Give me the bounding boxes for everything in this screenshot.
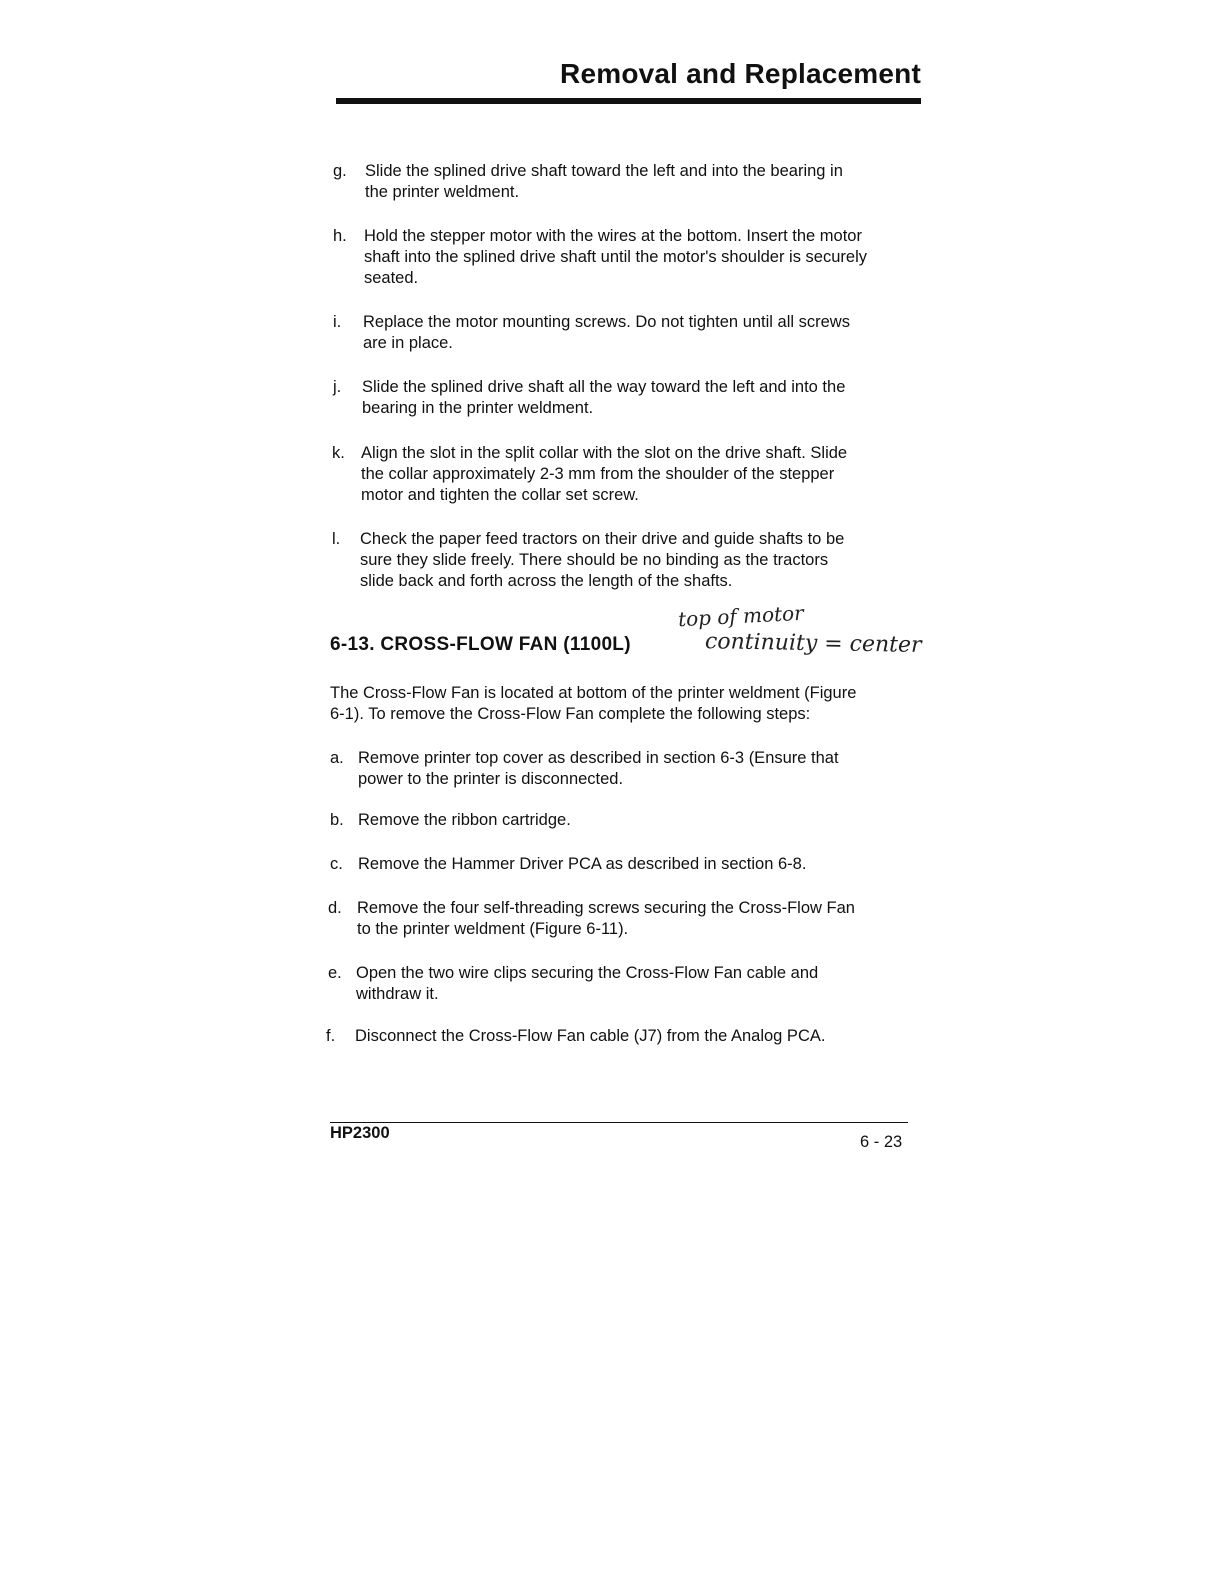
step-line: Remove the Hammer Driver PCA as described in section 6-8.: [358, 855, 807, 873]
step-line: to the printer weldment (Figure 6-11).: [357, 920, 629, 938]
section-heading: 6-13. CROSS-FLOW FAN (1100L): [330, 634, 631, 655]
intro-line: 6-1). To remove the Cross-Flow Fan complete the following steps:: [330, 705, 811, 723]
step-line: Disconnect the Cross-Flow Fan cable (J7) from the Analog PCA.: [355, 1027, 826, 1045]
step-line: bearing in the printer weldment.: [362, 399, 594, 417]
step-line: Remove the ribbon cartridge.: [358, 811, 571, 829]
step-line: the collar approximately 2-3 mm from the shoulder of the stepper: [361, 465, 835, 483]
step-line: Replace the motor mounting screws. Do not tighten until all screws: [363, 313, 850, 331]
page-header-title: Removal and Replacement: [560, 58, 921, 89]
footer-model: HP2300: [330, 1124, 390, 1142]
step-letter: d.: [328, 899, 342, 917]
step-line: sure they slide freely. There should be no binding as the tractors: [360, 551, 829, 569]
step-letter: j.: [333, 378, 342, 396]
step-letter: h.: [333, 227, 347, 245]
step-letter: e.: [328, 964, 342, 982]
step-line: are in place.: [363, 334, 453, 352]
step-line: motor and tighten the collar set screw.: [361, 486, 639, 504]
step-line: withdraw it.: [356, 985, 439, 1003]
step-line: seated.: [364, 269, 419, 287]
step-line: Remove the four self-threading screws securing the Cross-Flow Fan: [357, 899, 855, 917]
step-letter: b.: [330, 811, 344, 829]
section-intro: [330, 683, 930, 725]
step-line: Align the slot in the split collar with the slot on the drive shaft. Slide: [361, 444, 848, 462]
step-letter: l.: [332, 530, 341, 548]
step-letter: c.: [330, 855, 343, 873]
step-line: Slide the splined drive shaft all the way toward the left and into the: [362, 378, 846, 396]
step-letter: a.: [330, 749, 344, 767]
step-letter: k.: [332, 444, 345, 462]
intro-line: The Cross-Flow Fan is located at bottom of the printer weldment (Figure: [330, 684, 857, 702]
step-line: Slide the splined drive shaft toward the left and into the bearing in: [365, 162, 843, 180]
step-line: shaft into the splined drive shaft until the motor's shoulder is securely: [364, 248, 867, 266]
step-line: slide back and forth across the length of the shafts.: [360, 572, 733, 590]
step-line: Hold the stepper motor with the wires at the bottom. Insert the motor: [364, 227, 862, 245]
handwritten-note: top of motor: [677, 600, 805, 632]
step-letter: g.: [333, 162, 347, 180]
header-rule: [336, 98, 921, 104]
page-number: 6 - 23: [860, 1133, 903, 1151]
step-line: power to the printer is disconnected.: [358, 770, 624, 788]
step-letter: f.: [326, 1027, 336, 1045]
step-letter: i.: [333, 313, 342, 331]
step-line: the printer weldment.: [365, 183, 520, 201]
step-line: Open the two wire clips securing the Cross-Flow Fan cable and: [356, 964, 819, 982]
step-line: Remove printer top cover as described in section 6-3 (Ensure that: [358, 749, 839, 767]
step-line: Check the paper feed tractors on their drive and guide shafts to be: [360, 530, 845, 548]
footer-rule: [330, 1122, 908, 1123]
handwritten-note: continuity = center: [704, 629, 922, 658]
